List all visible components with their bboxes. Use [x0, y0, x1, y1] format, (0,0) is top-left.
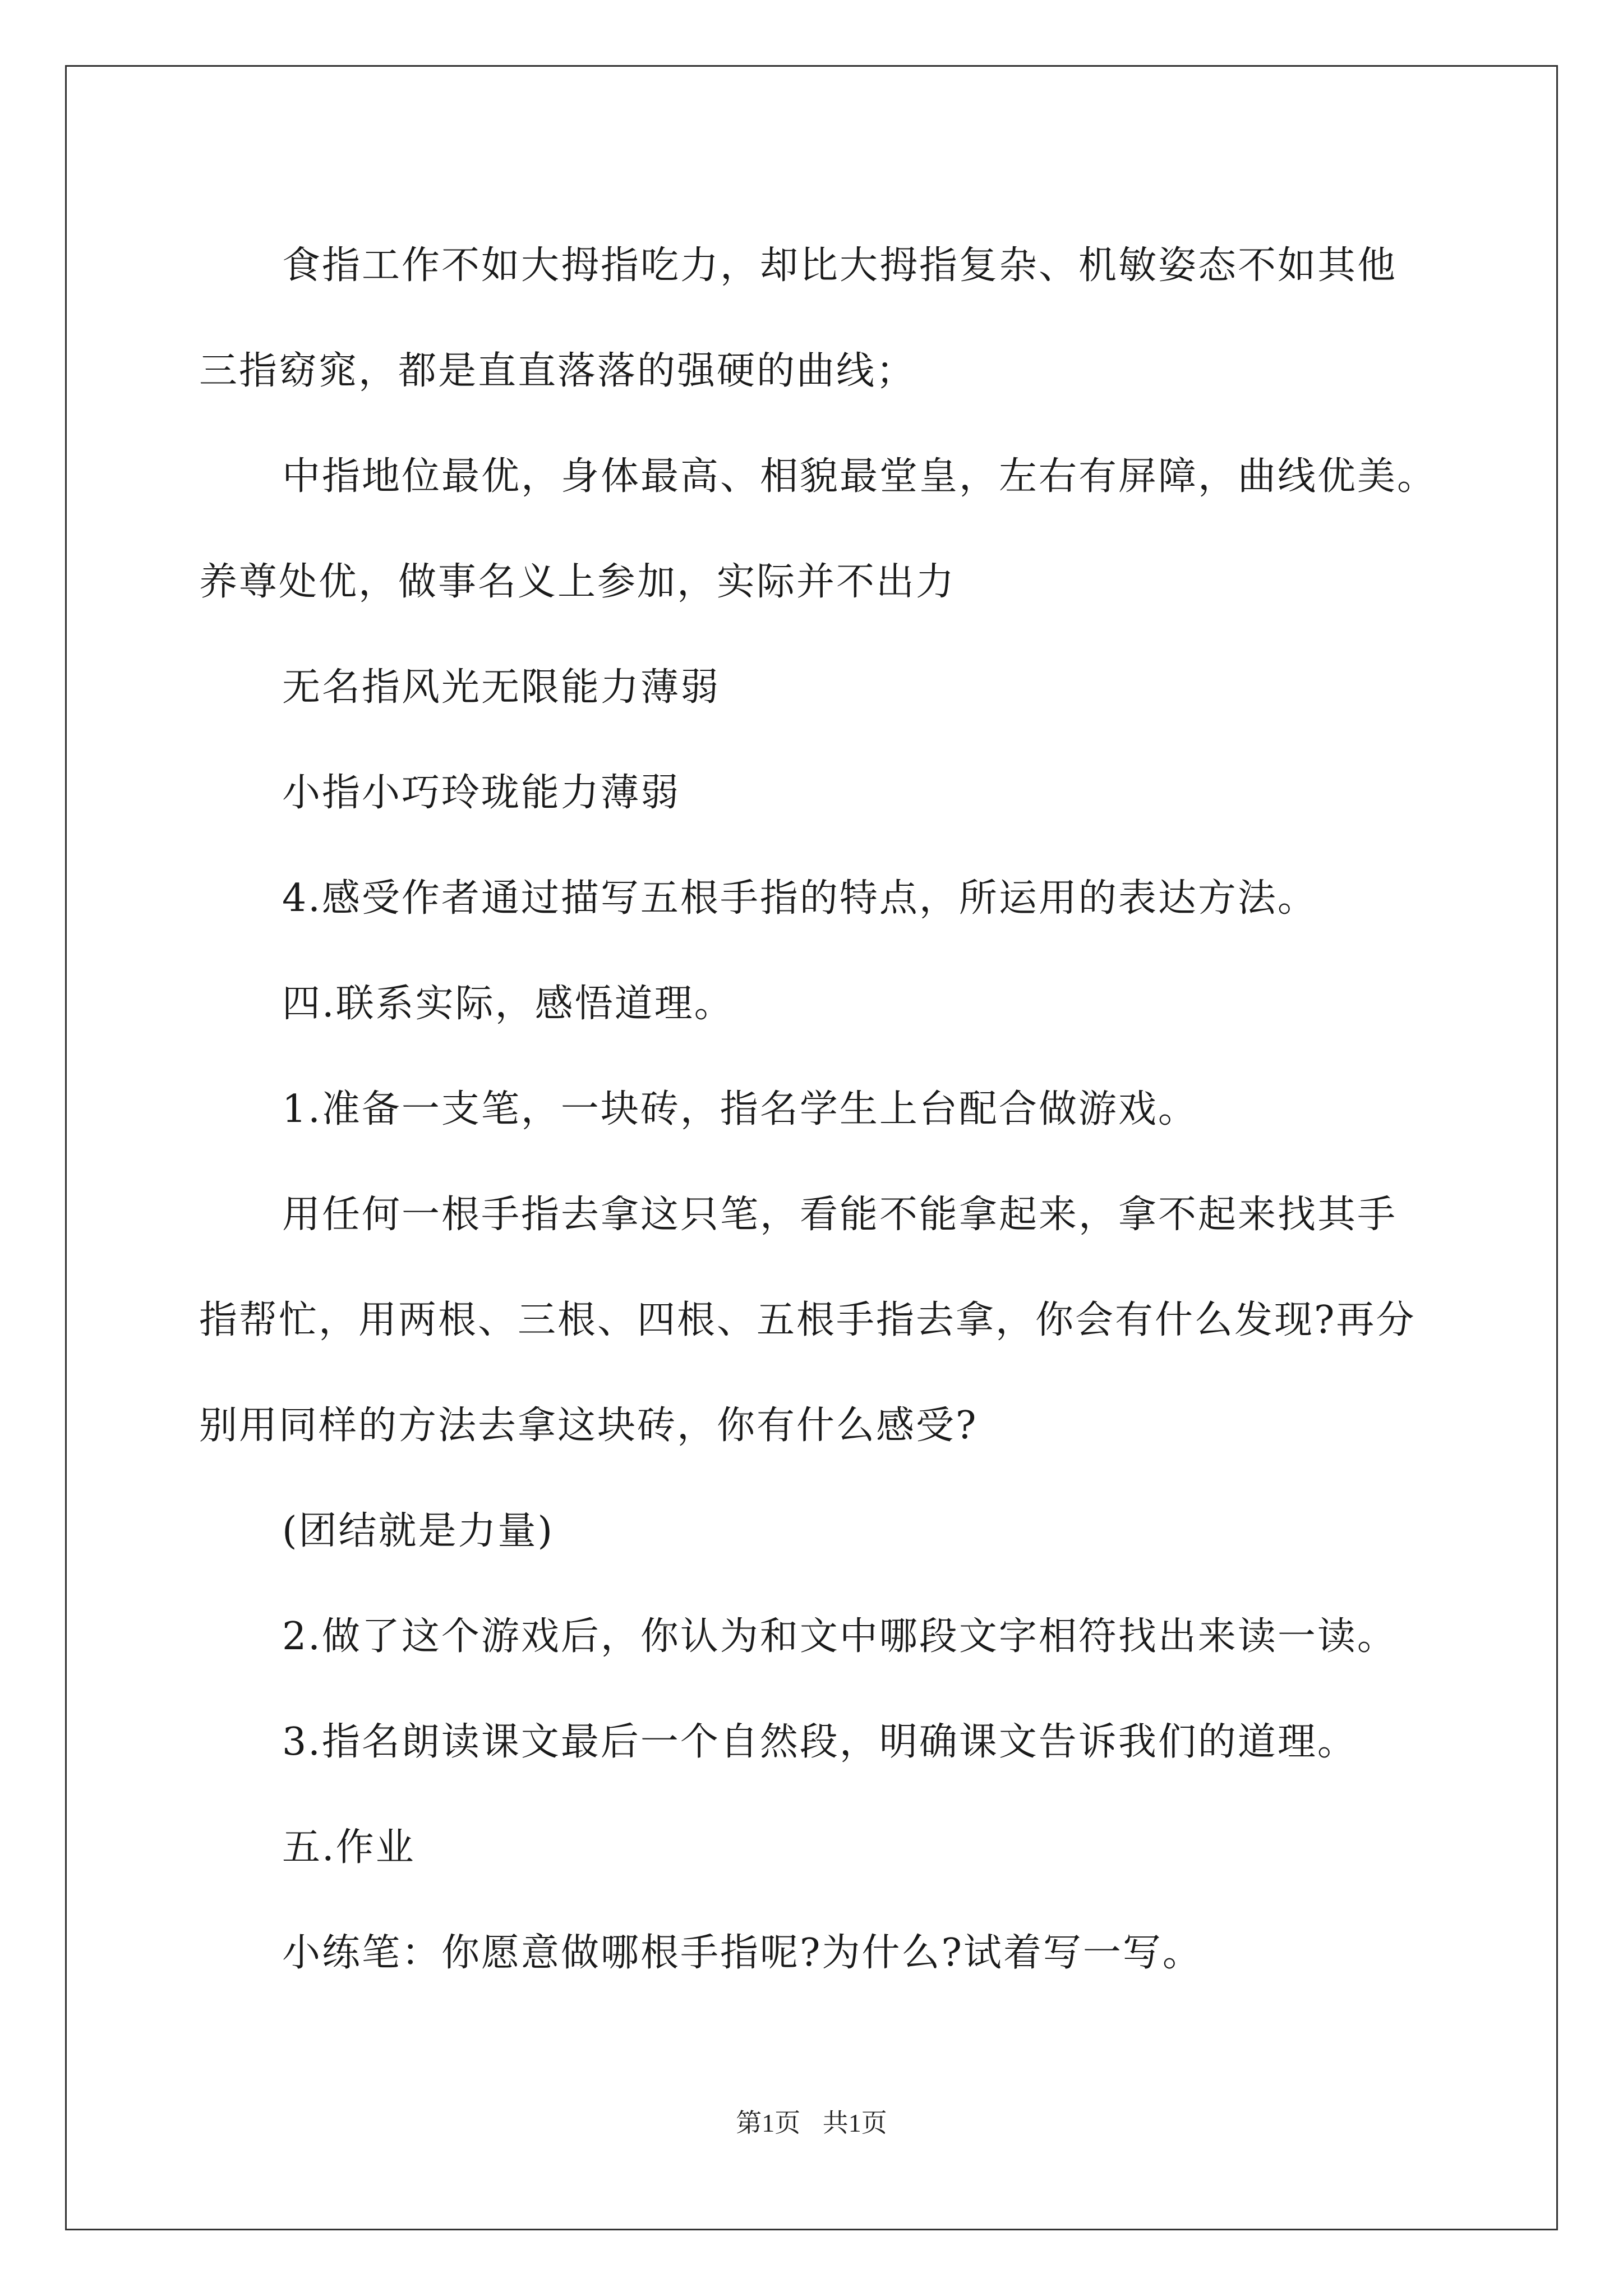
- text-line-1: 食指工作不如大拇指吃力，却比大拇指复杂、机敏姿态不如其他: [282, 243, 1398, 288]
- text-line-4: 养尊处优，做事名义上参加，实际并不出力: [199, 560, 956, 604]
- text-line-14: 2.做了这个游戏后，你认为和文中哪段文字相符找出来读一读。: [282, 1614, 1397, 1659]
- section-heading-5: 五.作业: [282, 1825, 416, 1870]
- text-line-9: 1.准备一支笔，一块砖，指名学生上台配合做游戏。: [282, 1087, 1198, 1131]
- page-footer: [0, 2102, 1623, 2139]
- page-total: 共1页: [822, 2109, 887, 2137]
- text-line-17: 小练笔：你愿意做哪根手指呢?为什么?试着写一写。: [282, 1931, 1202, 1975]
- text-line-13: (团结就是力量): [282, 1509, 555, 1553]
- page-number: 第1页: [736, 2109, 801, 2137]
- text-line-5: 无名指风光无限能力薄弱: [282, 665, 721, 710]
- document-body: [199, 213, 1489, 2006]
- text-line-3: 中指地位最优，身体最高、相貌最堂皇，左右有屏障，曲线优美。: [282, 454, 1437, 499]
- text-line-15: 3.指名朗读课文最后一个自然段，明确课文告诉我们的道理。: [282, 1720, 1357, 1764]
- text-line-6: 小指小巧玲珑能力薄弱: [282, 771, 681, 815]
- text-line-7: 4.感受作者通过描写五根手指的特点，所运用的表达方法。: [282, 876, 1317, 921]
- section-heading-4: 四.联系实际，感悟道理。: [282, 982, 734, 1026]
- text-line-12: 别用同样的方法去拿这块砖，你有什么感受?: [199, 1404, 978, 1448]
- text-line-11: 指帮忙，用两根、三根、四根、五根手指去拿，你会有什么发现?再分: [199, 1298, 1416, 1342]
- text-line-2: 三指窈窕，都是直直落落的强硬的曲线；: [199, 349, 916, 393]
- text-line-10: 用任何一根手指去拿这只笔，看能不能拿起来，拿不起来找其手: [282, 1193, 1398, 1237]
